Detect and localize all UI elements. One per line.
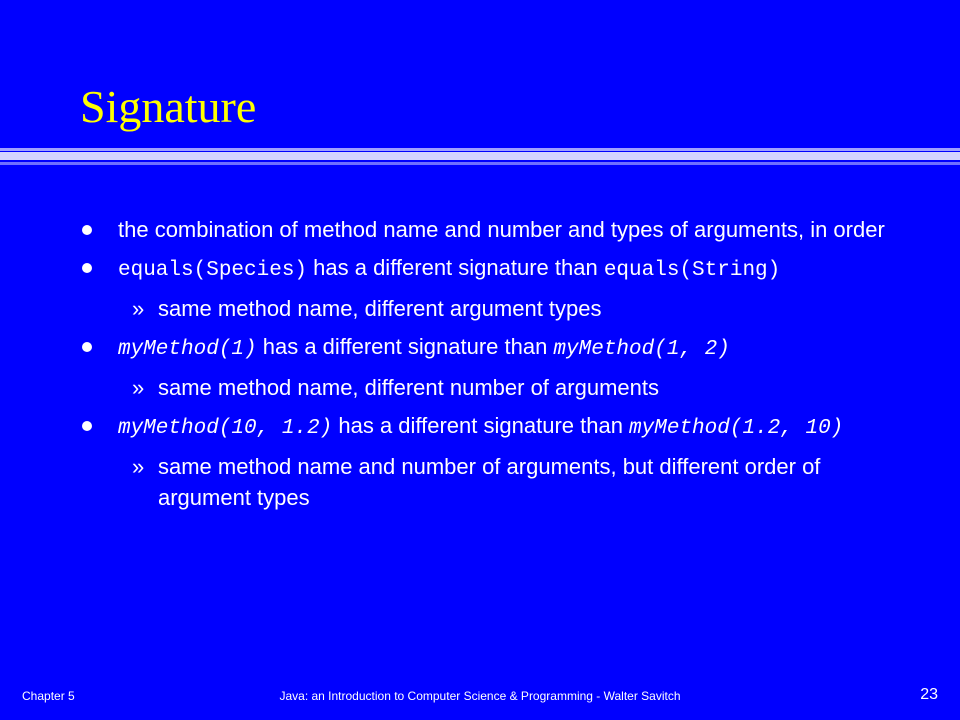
- code-mymethod-1-2: myMethod(1, 2): [553, 338, 730, 361]
- bullet-text: has a different signature than: [332, 413, 630, 438]
- bullet-combination: [82, 214, 902, 245]
- bullet-mymethod-count: [82, 331, 902, 365]
- sub-argument-count: [82, 372, 902, 403]
- bullet-dot-icon: [82, 225, 92, 235]
- bullet-dot-icon: [82, 421, 92, 431]
- bullet-text: the combination of method name and number and types of arguments, in order: [118, 217, 885, 242]
- sub-marker: »: [132, 296, 145, 321]
- title-rule-middle: [0, 152, 960, 160]
- bullet-dot-icon: [82, 263, 92, 273]
- bullet-text: has a different signature than: [256, 334, 554, 359]
- slide-title: Signature: [80, 81, 257, 132]
- footer-chapter: Chapter 5: [22, 689, 75, 703]
- title-rule-bottom: [0, 162, 960, 165]
- sub-text: same method name, different number of arguments: [158, 375, 659, 400]
- code-equals-string: equals(String): [603, 259, 781, 282]
- sub-text: same method name, different argument types: [158, 296, 602, 321]
- code-mymethod-10-1-2: myMethod(10, 1.2): [118, 417, 333, 440]
- sub-marker: »: [132, 375, 145, 400]
- bullet-mymethod-order: [82, 410, 902, 444]
- sub-marker: »: [132, 454, 145, 479]
- code-mymethod-1-2-10: myMethod(1.2, 10): [629, 417, 844, 440]
- sub-argument-types: [82, 293, 902, 324]
- code-equals-species: equals(Species): [118, 259, 308, 282]
- slide-content: [82, 214, 902, 520]
- bullet-text: has a different signature than: [307, 255, 604, 280]
- bullet-dot-icon: [82, 342, 92, 352]
- sub-text: same method name and number of arguments, but different order of argument types: [158, 454, 821, 510]
- sub-argument-order: [82, 451, 902, 513]
- code-mymethod-1: myMethod(1): [118, 338, 257, 361]
- bullet-equals: [82, 252, 902, 286]
- title-rule-top: [0, 148, 960, 151]
- footer-book-title: Java: an Introduction to Computer Science & Programming - Walter Savitch: [279, 689, 681, 703]
- slide-footer: [0, 686, 960, 706]
- page-number: 23: [920, 686, 938, 703]
